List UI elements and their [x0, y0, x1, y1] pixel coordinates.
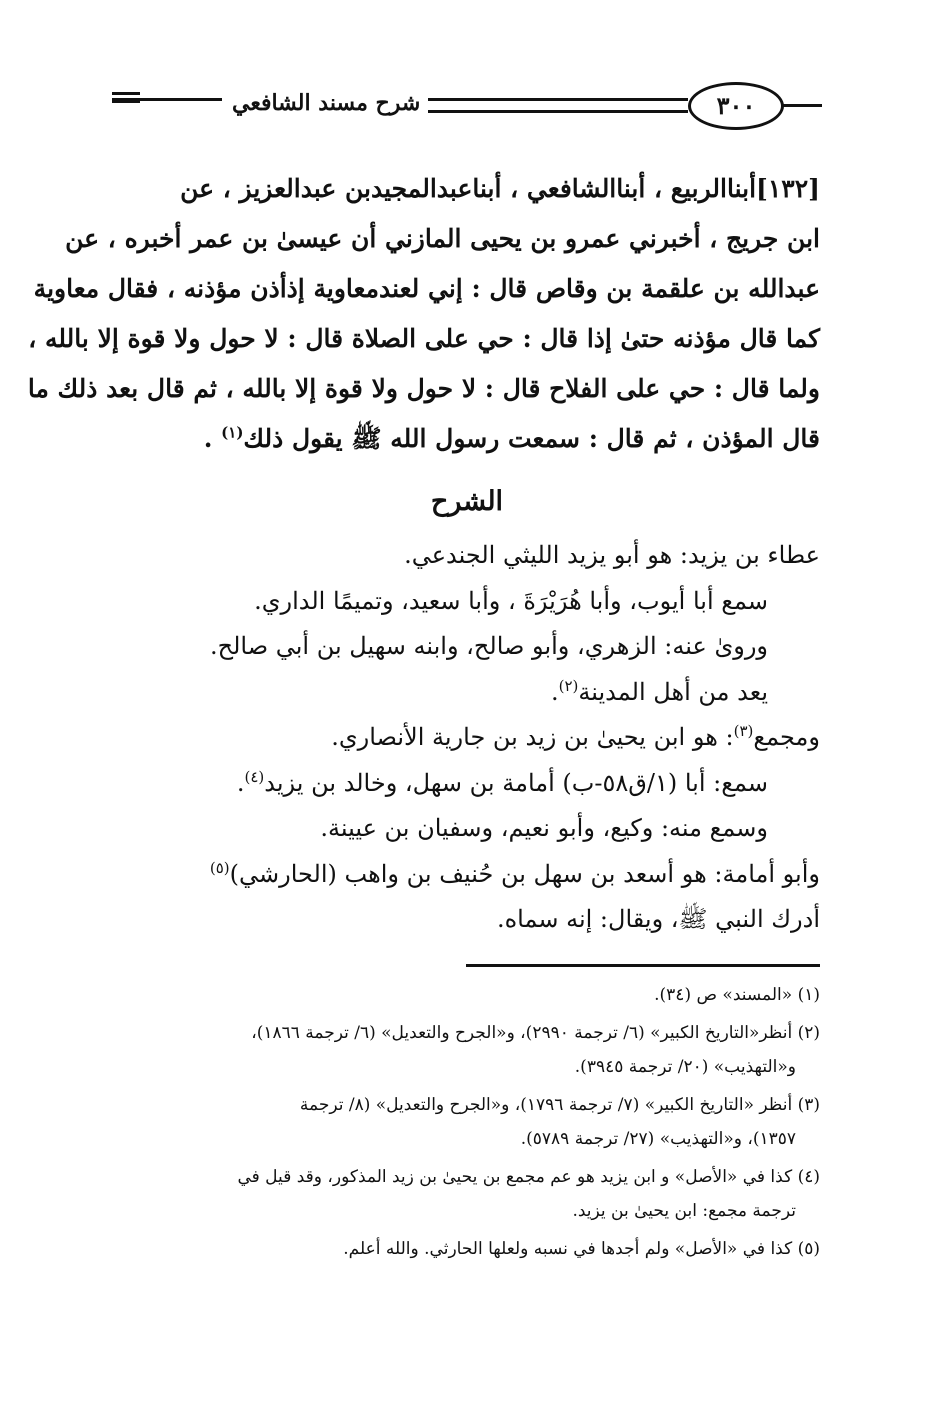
text-line: [١٣٢]أبناالربيع ، أبناالشافعي ، أبناعبدالمجيدبن عبدالعزيز ، عن: [180, 174, 820, 203]
commentary-line: سمع أبا أيوب، وأبا هُرَيْرَةَ ، وأبا سعيد، وتميمًا الداري.: [254, 586, 768, 615]
commentary-line: [112, 670, 820, 716]
footnote-ref: (٢): [558, 676, 579, 695]
text-line-content: قال المؤذن ، ثم قال : سمعت رسول الله ﷺ يقول ذلك: [243, 424, 820, 453]
book-title: شرح مسند الشافعي: [224, 88, 428, 118]
commentary-line: عطاء بن يزيد: هو أبو يزيد الليثي الجندعي.: [404, 541, 820, 569]
commentary-text: : هو ابن يحيىٰ بن زيد بن جارية الأنصاري.: [331, 723, 734, 751]
footnote-ref: (٤): [244, 767, 265, 786]
footnote: (١) «المسند» ص (٣٤).: [654, 985, 820, 1005]
page-number: ٣٠٠: [688, 82, 784, 130]
footnote-ref: (٣): [733, 722, 754, 740]
commentary: [112, 533, 820, 943]
commentary-line: [112, 715, 820, 761]
footnote-line: و«التهذيب» (٢٠/ ترجمة ٣٩٤٥).: [574, 1057, 796, 1077]
footnote-line: (٢) أنظر«التاريخ الكبير» (٦/ ترجمة ٢٩٩٠)، و«الجرح والتعديل» (٦/ ترجمة ١٨٦٦)،: [251, 1023, 820, 1043]
commentary-line: أدرك النبي ﷺ، ويقال: إنه سماه.: [496, 905, 820, 933]
full-stop: .: [203, 424, 222, 453]
footnote-separator: [466, 964, 820, 967]
footnote: [112, 1016, 820, 1084]
section-heading: الشرح: [430, 486, 504, 517]
header-rule: [412, 110, 688, 113]
commentary-text: يعد من أهل المدينة: [578, 677, 768, 706]
full-stop: .: [236, 768, 245, 797]
commentary-text: ومجمع: [753, 723, 820, 751]
header-rule: [778, 104, 822, 107]
footnotes: [112, 978, 820, 1270]
text-line: ابن جريج ، أخبرني عمرو بن يحيى المازني أن عيسىٰ بن عمر أخبره ، عن: [65, 224, 820, 253]
text-line: كما قال مؤذنه حتىٰ إذا قال : حي على الصلاة قال : لا حول ولا قوة إلا بالله ،: [28, 324, 820, 353]
footnote-ref: (٥): [209, 858, 230, 877]
footnote: [112, 1160, 820, 1228]
header-rule: [412, 98, 688, 101]
commentary-line: وروىٰ عنه: الزهري، وأبو صالح، وابنه سهيل بن أبي صالح.: [209, 632, 768, 660]
footnote: (٥) كذا في «الأصل» ولم أجدها في نسبه ولعلها الحارثي. والله أعلم.: [343, 1239, 820, 1259]
header-ornament: [112, 92, 140, 108]
footnote-line: ترجمة مجمع: ابن يحيىٰ بن يزيد.: [572, 1201, 796, 1221]
text-line: [112, 414, 820, 464]
commentary-line: [112, 761, 820, 807]
full-stop: .: [550, 677, 559, 706]
commentary-line: [112, 852, 820, 898]
footnote-line: ١٣٥٧)، و«التهذيب» (٢٧/ ترجمة ٥٧٨٩).: [520, 1129, 796, 1149]
running-header: [112, 82, 822, 132]
footnote: [112, 1088, 820, 1156]
commentary-line: وسمع منه: وكيع، وأبو نعيم، وسفيان بن عيينة.: [320, 814, 768, 842]
hadith-text: [27, 164, 820, 464]
text-line: عبدالله بن علقمة بن وقاص قال : إني لعندمعاوية إذأذن مؤذنه ، فقال معاوية: [33, 274, 820, 303]
footnote-line: (٣) أنظر «التاريخ الكبير» (٧/ ترجمة ١٧٩٦)، و«الجرح والتعديل» (٨/ ترجمة: [299, 1095, 820, 1115]
commentary-text: سمع: أبا (١/ق٥٨-ب) أمامة بن سهل، وخالد بن يزيد: [264, 768, 768, 797]
footnote-line: (٤) كذا في «الأصل» و ابن يزيد هو عم مجمع بن يحيىٰ بن زيد المذكور، وقد قيل في: [237, 1167, 820, 1187]
footnote-ref: (١): [221, 423, 244, 442]
text-line: ولما قال : حي على الفلاح قال : لا حول ولا قوة إلا بالله ، ثم قال بعد ذلك ما: [27, 374, 820, 403]
commentary-text: وأبو أمامة: هو أسعد بن سهل بن حُنيف بن واهب (الحارشي): [229, 859, 820, 888]
